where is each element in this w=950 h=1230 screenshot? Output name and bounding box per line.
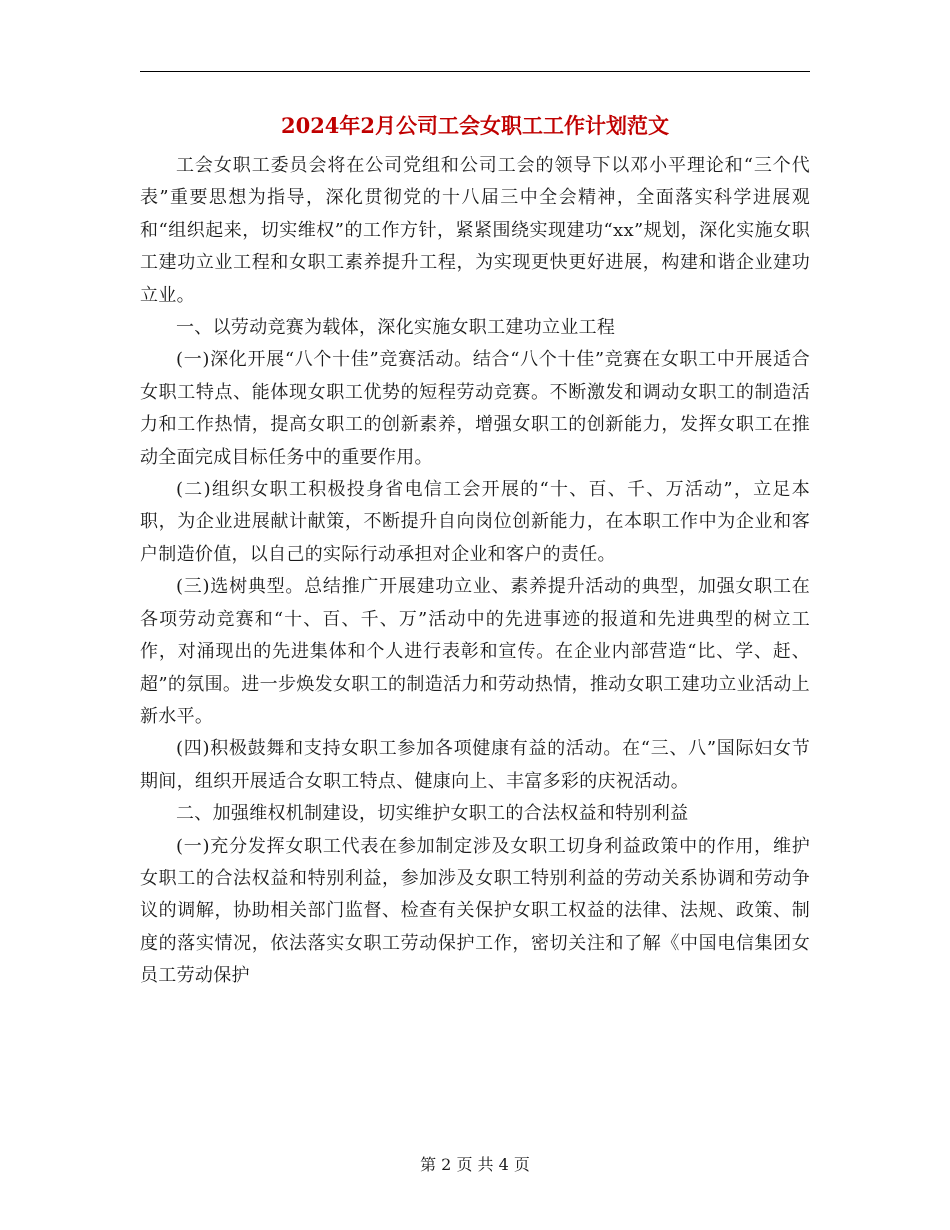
paragraph-1-4: (四)积极鼓舞和支持女职工参加各项健康有益的活动。在“三、八”国际妇女节期间，组织开展适合女职工特点、健康向上、丰富多彩的庆祝活动。: [140, 738, 810, 792]
document-body: [140, 150, 810, 993]
paragraph-intro: 工会女职工委员会将在公司党组和公司工会的领导下以邓小平理论和“三个代表”重要思想为指导，深化贯彻党的十八届三中全会精神，全面落实科学进展观和“组织起来，切实维权”的工作方针，紧紧围绕实现建功“xx”规划，深化实施女职工建功立业工程和女职工素养提升工程，为实现更快更好进展，构建和谐企业建功立业。: [140, 155, 810, 306]
paragraph-1-2: (二)组织女职工积极投身省电信工会开展的“十、百、千、万活动”，立足本职，为企业进展献计献策，不断提升自向岗位创新能力，在本职工作中为企业和客户制造价值，以自己的实际行动承担对企业和客户的责任。: [140, 479, 810, 565]
section-heading-1: 一、以劳动竞赛为载体，深化实施女职工建功立业工程: [176, 317, 616, 339]
document-title: 2024年2月公司工会女职工工作计划范文: [280, 113, 670, 138]
paragraph-1-1: (一)深化开展“八个十佳”竞赛活动。结合“八个十佳”竞赛在女职工中开展适合女职工特点、能体现女职工优势的短程劳动竞赛。不断激发和调动女职工的制造活力和工作热情，提高女职工的创新素养，增强女职工的创新能力，发挥女职工在推动全面完成目标任务中的重要作用。: [140, 349, 810, 468]
section-heading-2: 二、加强维权机制建设，切实维护女职工的合法权益和特别利益: [176, 803, 689, 825]
paragraph-2-1: (一)充分发挥女职工代表在参加制定涉及女职工切身利益政策中的作用，维护女职工的合法权益和特别利益，参加涉及女职工特别利益的劳动关系协调和劳动争议的调解，协助相关部门监督、检查有关保护女职工权益的法律、法规、政策、制度的落实情况，依法落实女职工劳动保护工作，密切关注和了解《中国电信集团女员工劳动保护: [140, 835, 810, 987]
header-rule: [140, 71, 810, 72]
page-footer: 第 2 页 共 4 页: [420, 1155, 530, 1174]
paragraph-1-3: (三)选树典型。总结推广开展建功立业、素养提升活动的典型，加强女职工在各项劳动竞赛和“十、百、千、万”活动中的先进事迹的报道和先进典型的树立工作，对涌现出的先进集体和个人进行表彰和宣传。在企业内部营造“比、学、赶、超”的氛围。进一步焕发女职工的制造活力和劳动热情，推动女职工建功立业活动上新水平。: [140, 576, 810, 727]
